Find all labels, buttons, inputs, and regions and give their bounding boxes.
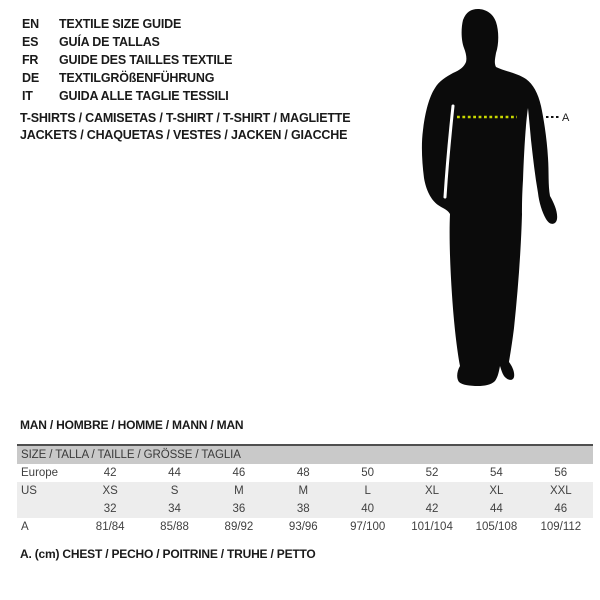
table-cell: 44 bbox=[168, 467, 181, 479]
size-table-header: SIZE / TALLA / TAILLE / GRÖSSE / TAGLIA bbox=[17, 446, 593, 464]
table-cell: 32 bbox=[103, 503, 117, 515]
table-cell: 89/92 bbox=[224, 521, 254, 533]
footer-note: A. (cm) CHEST / PECHO / POITRINE / TRUHE / PETTO bbox=[20, 547, 316, 561]
language-code: ES bbox=[22, 35, 39, 49]
table-cell: 93/96 bbox=[288, 521, 318, 533]
table-cell: 46 bbox=[232, 467, 246, 479]
row-label: A bbox=[21, 521, 29, 533]
table-cell: 40 bbox=[361, 503, 375, 515]
table-cell: 56 bbox=[554, 467, 568, 479]
table-cell: 42 bbox=[103, 467, 117, 479]
language-label: GUÍA DE TALLAS bbox=[59, 35, 160, 49]
table-cell: 44 bbox=[490, 503, 503, 515]
language-row bbox=[22, 87, 232, 105]
section-label-man: MAN / HOMBRE / HOMME / MANN / MAN bbox=[20, 418, 244, 432]
body-silhouette bbox=[422, 9, 557, 386]
language-list bbox=[22, 15, 232, 105]
language-label: TEXTILE SIZE GUIDE bbox=[59, 17, 182, 31]
product-line-tshirts: T-SHIRTS / CAMISETAS / T-SHIRT / T-SHIRT / MAGLIETTE bbox=[20, 111, 351, 125]
table-cell: 38 bbox=[296, 503, 310, 515]
table-cell: 81/84 bbox=[95, 521, 125, 533]
product-lines bbox=[20, 110, 350, 144]
size-table-body bbox=[17, 464, 593, 536]
table-cell: 97/100 bbox=[350, 521, 386, 533]
table-cell: XS bbox=[102, 485, 118, 497]
table-cell: 101/104 bbox=[411, 521, 453, 533]
chest-marker-label: A bbox=[562, 112, 570, 124]
table-row bbox=[17, 482, 593, 500]
table-cell: 105/108 bbox=[475, 521, 518, 533]
table-cell: 50 bbox=[361, 467, 375, 479]
table-row bbox=[17, 500, 593, 518]
language-row bbox=[22, 33, 232, 51]
size-table bbox=[17, 444, 593, 536]
table-cell: L bbox=[364, 485, 371, 497]
man-silhouette-svg bbox=[400, 0, 600, 400]
table-cell: M bbox=[234, 485, 244, 497]
table-cell: XL bbox=[425, 485, 440, 497]
language-label: GUIDE DES TAILLES TEXTILE bbox=[59, 53, 233, 67]
table-cell: 109/112 bbox=[540, 521, 582, 533]
row-label: Europe bbox=[21, 467, 59, 479]
table-cell: M bbox=[298, 485, 309, 497]
language-label: TEXTILGRÖßENFÜHRUNG bbox=[59, 71, 215, 85]
table-cell: 36 bbox=[232, 503, 246, 515]
language-row bbox=[22, 69, 232, 87]
table-cell: 46 bbox=[554, 503, 568, 515]
language-code: DE bbox=[22, 71, 39, 85]
table-cell: 52 bbox=[425, 467, 439, 479]
language-code: IT bbox=[22, 89, 33, 103]
product-line-jackets: JACKETS / CHAQUETAS / VESTES / JACKEN / GIACCHE bbox=[20, 128, 348, 142]
language-row bbox=[22, 51, 232, 69]
language-row bbox=[22, 15, 232, 33]
table-cell: XXL bbox=[549, 485, 572, 497]
man-figure bbox=[400, 0, 600, 400]
table-cell: 54 bbox=[490, 467, 503, 479]
language-code: EN bbox=[22, 17, 39, 31]
table-row bbox=[17, 464, 593, 482]
table-cell: S bbox=[170, 485, 179, 497]
table-cell: 48 bbox=[296, 467, 310, 479]
row-label: US bbox=[21, 485, 37, 497]
table-cell: 34 bbox=[168, 503, 181, 515]
table-row bbox=[17, 518, 593, 536]
language-code: FR bbox=[22, 53, 39, 67]
table-cell: 85/88 bbox=[160, 521, 189, 533]
row-label bbox=[17, 500, 78, 518]
table-cell: XL bbox=[489, 485, 504, 497]
table-cell: 42 bbox=[425, 503, 439, 515]
language-label: GUIDA ALLE TAGLIE TESSILI bbox=[59, 89, 229, 103]
